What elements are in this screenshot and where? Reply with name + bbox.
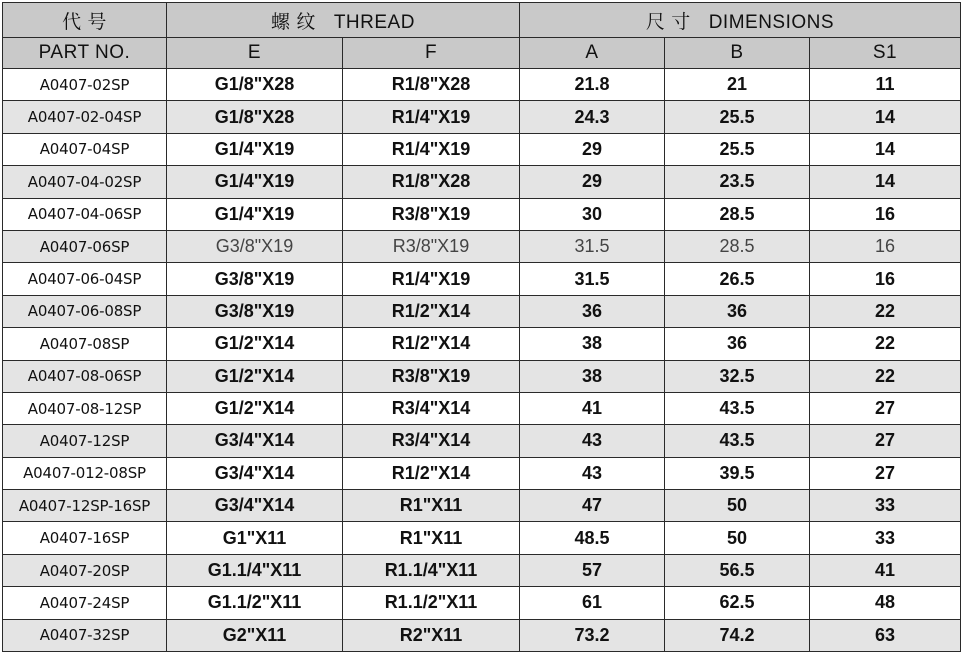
- table-row: [3, 263, 961, 295]
- part-number-cell: A0407-24SP: [3, 587, 167, 619]
- dimension-a-cell: 57: [520, 554, 665, 586]
- dimension-s1-cell: 16: [810, 230, 961, 262]
- dimension-s1-cell: 16: [810, 263, 961, 295]
- part-number-cell: A0407-04-06SP: [3, 198, 167, 230]
- table-row: [3, 425, 961, 457]
- part-number-cell: A0407-08-06SP: [3, 360, 167, 392]
- dimension-a-cell: 31.5: [520, 263, 665, 295]
- table-row: [3, 133, 961, 165]
- thread-group-header: [167, 3, 520, 38]
- table-row: [3, 587, 961, 619]
- dimension-b-cell: 39.5: [665, 457, 810, 489]
- part-number-cell: A0407-12SP: [3, 425, 167, 457]
- dimensions-group-header: [520, 3, 961, 38]
- dimension-b-cell: 43.5: [665, 392, 810, 424]
- thread-f-cell: R3/8"X19: [343, 198, 520, 230]
- col-header-f: F: [343, 38, 520, 69]
- thread-f-cell: R1.1/4"X11: [343, 554, 520, 586]
- table-row: [3, 101, 961, 133]
- dimension-b-cell: 56.5: [665, 554, 810, 586]
- dimension-s1-cell: 48: [810, 587, 961, 619]
- dimension-a-cell: 48.5: [520, 522, 665, 554]
- dimension-s1-cell: 22: [810, 328, 961, 360]
- dimension-s1-cell: 14: [810, 133, 961, 165]
- dimension-b-cell: 43.5: [665, 425, 810, 457]
- dimension-a-cell: 43: [520, 457, 665, 489]
- thread-f-cell: R1/4"X19: [343, 133, 520, 165]
- dimension-s1-cell: 27: [810, 425, 961, 457]
- thread-e-cell: G3/4"X14: [167, 425, 343, 457]
- table-body: [3, 69, 961, 652]
- part-number-cell: A0407-012-08SP: [3, 457, 167, 489]
- dimension-s1-cell: 33: [810, 522, 961, 554]
- thread-f-cell: R1/8"X28: [343, 166, 520, 198]
- dimension-s1-cell: 22: [810, 360, 961, 392]
- dimension-b-cell: 36: [665, 328, 810, 360]
- table-row: [3, 554, 961, 586]
- thread-f-cell: R1"X11: [343, 522, 520, 554]
- col-header-b: B: [665, 38, 810, 69]
- table-row: [3, 230, 961, 262]
- dimension-s1-cell: 33: [810, 490, 961, 522]
- dimension-a-cell: 21.8: [520, 69, 665, 101]
- dimension-a-cell: 61: [520, 587, 665, 619]
- part-no-header-cn: 代 号: [3, 3, 167, 38]
- thread-f-cell: R2"X11: [343, 619, 520, 651]
- thread-f-cell: R3/4"X14: [343, 425, 520, 457]
- thread-f-cell: R1/8"X28: [343, 69, 520, 101]
- dimension-s1-cell: 11: [810, 69, 961, 101]
- dimension-b-cell: 25.5: [665, 133, 810, 165]
- dimension-a-cell: 38: [520, 328, 665, 360]
- table-row: [3, 69, 961, 101]
- table-row: [3, 522, 961, 554]
- table-row: [3, 295, 961, 327]
- thread-f-cell: R1/2"X14: [343, 295, 520, 327]
- thread-f-cell: R1"X11: [343, 490, 520, 522]
- dimension-b-cell: 21: [665, 69, 810, 101]
- dimension-s1-cell: 63: [810, 619, 961, 651]
- thread-e-cell: G1.1/4"X11: [167, 554, 343, 586]
- dimension-b-cell: 28.5: [665, 230, 810, 262]
- thread-e-cell: G1/4"X19: [167, 198, 343, 230]
- thread-f-cell: R3/4"X14: [343, 392, 520, 424]
- part-number-cell: A0407-12SP-16SP: [3, 490, 167, 522]
- thread-f-cell: R1.1/2"X11: [343, 587, 520, 619]
- thread-e-cell: G3/8"X19: [167, 295, 343, 327]
- dimension-s1-cell: 27: [810, 457, 961, 489]
- thread-e-cell: G3/8"X19: [167, 263, 343, 295]
- dimension-s1-cell: 27: [810, 392, 961, 424]
- dimension-b-cell: 23.5: [665, 166, 810, 198]
- dimension-b-cell: 32.5: [665, 360, 810, 392]
- part-number-cell: A0407-08-12SP: [3, 392, 167, 424]
- col-header-a: A: [520, 38, 665, 69]
- dimension-a-cell: 38: [520, 360, 665, 392]
- thread-f-cell: R1/4"X19: [343, 101, 520, 133]
- part-number-cell: A0407-04-02SP: [3, 166, 167, 198]
- table-row: [3, 328, 961, 360]
- dimension-b-cell: 50: [665, 490, 810, 522]
- thread-e-cell: G3/4"X14: [167, 457, 343, 489]
- dimension-s1-cell: 16: [810, 198, 961, 230]
- thread-f-cell: R3/8"X19: [343, 230, 520, 262]
- dimension-b-cell: 25.5: [665, 101, 810, 133]
- part-number-cell: A0407-02-04SP: [3, 101, 167, 133]
- part-number-cell: A0407-20SP: [3, 554, 167, 586]
- part-number-cell: A0407-06-08SP: [3, 295, 167, 327]
- thread-header-en: THREAD: [333, 11, 415, 33]
- thread-e-cell: G1/4"X19: [167, 166, 343, 198]
- dimension-a-cell: 41: [520, 392, 665, 424]
- table-row: [3, 360, 961, 392]
- dimension-a-cell: 36: [520, 295, 665, 327]
- thread-f-cell: R1/2"X14: [343, 457, 520, 489]
- dimension-s1-cell: 14: [810, 101, 961, 133]
- dimension-a-cell: 29: [520, 133, 665, 165]
- dimensions-header-cn: 尺 寸: [645, 11, 691, 33]
- thread-e-cell: G3/8"X19: [167, 230, 343, 262]
- dimension-b-cell: 36: [665, 295, 810, 327]
- table-row: [3, 392, 961, 424]
- col-header-s1: S1: [810, 38, 961, 69]
- dimension-a-cell: 24.3: [520, 101, 665, 133]
- thread-f-cell: R3/8"X19: [343, 360, 520, 392]
- thread-e-cell: G2"X11: [167, 619, 343, 651]
- thread-e-cell: G1/2"X14: [167, 360, 343, 392]
- dimension-b-cell: 62.5: [665, 587, 810, 619]
- thread-e-cell: G3/4"X14: [167, 490, 343, 522]
- dimension-a-cell: 47: [520, 490, 665, 522]
- thread-f-cell: R1/2"X14: [343, 328, 520, 360]
- dimension-a-cell: 30: [520, 198, 665, 230]
- part-number-cell: A0407-16SP: [3, 522, 167, 554]
- part-number-cell: A0407-06SP: [3, 230, 167, 262]
- dimension-a-cell: 43: [520, 425, 665, 457]
- part-number-cell: A0407-08SP: [3, 328, 167, 360]
- table-row: [3, 166, 961, 198]
- dimension-b-cell: 28.5: [665, 198, 810, 230]
- thread-header-cn: 螺 纹: [271, 11, 316, 33]
- part-number-cell: A0407-06-04SP: [3, 263, 167, 295]
- table-row: [3, 198, 961, 230]
- thread-e-cell: G1/8"X28: [167, 69, 343, 101]
- dimension-s1-cell: 22: [810, 295, 961, 327]
- table-row: [3, 619, 961, 651]
- thread-dimensions-table: [2, 2, 961, 652]
- spec-table-container: [2, 2, 961, 652]
- dimension-s1-cell: 41: [810, 554, 961, 586]
- dimension-s1-cell: 14: [810, 166, 961, 198]
- dimension-b-cell: 26.5: [665, 263, 810, 295]
- thread-e-cell: G1/2"X14: [167, 392, 343, 424]
- thread-e-cell: G1/8"X28: [167, 101, 343, 133]
- thread-e-cell: G1/2"X14: [167, 328, 343, 360]
- col-header-e: E: [167, 38, 343, 69]
- dimension-a-cell: 31.5: [520, 230, 665, 262]
- part-number-cell: A0407-04SP: [3, 133, 167, 165]
- thread-e-cell: G1.1/2"X11: [167, 587, 343, 619]
- dimension-b-cell: 50: [665, 522, 810, 554]
- dimensions-header-en: DIMENSIONS: [708, 11, 835, 33]
- dimension-a-cell: 73.2: [520, 619, 665, 651]
- dimension-a-cell: 29: [520, 166, 665, 198]
- table-header: [3, 3, 961, 69]
- dimension-b-cell: 74.2: [665, 619, 810, 651]
- thread-e-cell: G1"X11: [167, 522, 343, 554]
- thread-f-cell: R1/4"X19: [343, 263, 520, 295]
- thread-e-cell: G1/4"X19: [167, 133, 343, 165]
- table-row: [3, 490, 961, 522]
- part-number-cell: A0407-32SP: [3, 619, 167, 651]
- part-number-cell: A0407-02SP: [3, 69, 167, 101]
- table-row: [3, 457, 961, 489]
- part-no-header-en: PART NO.: [3, 38, 167, 69]
